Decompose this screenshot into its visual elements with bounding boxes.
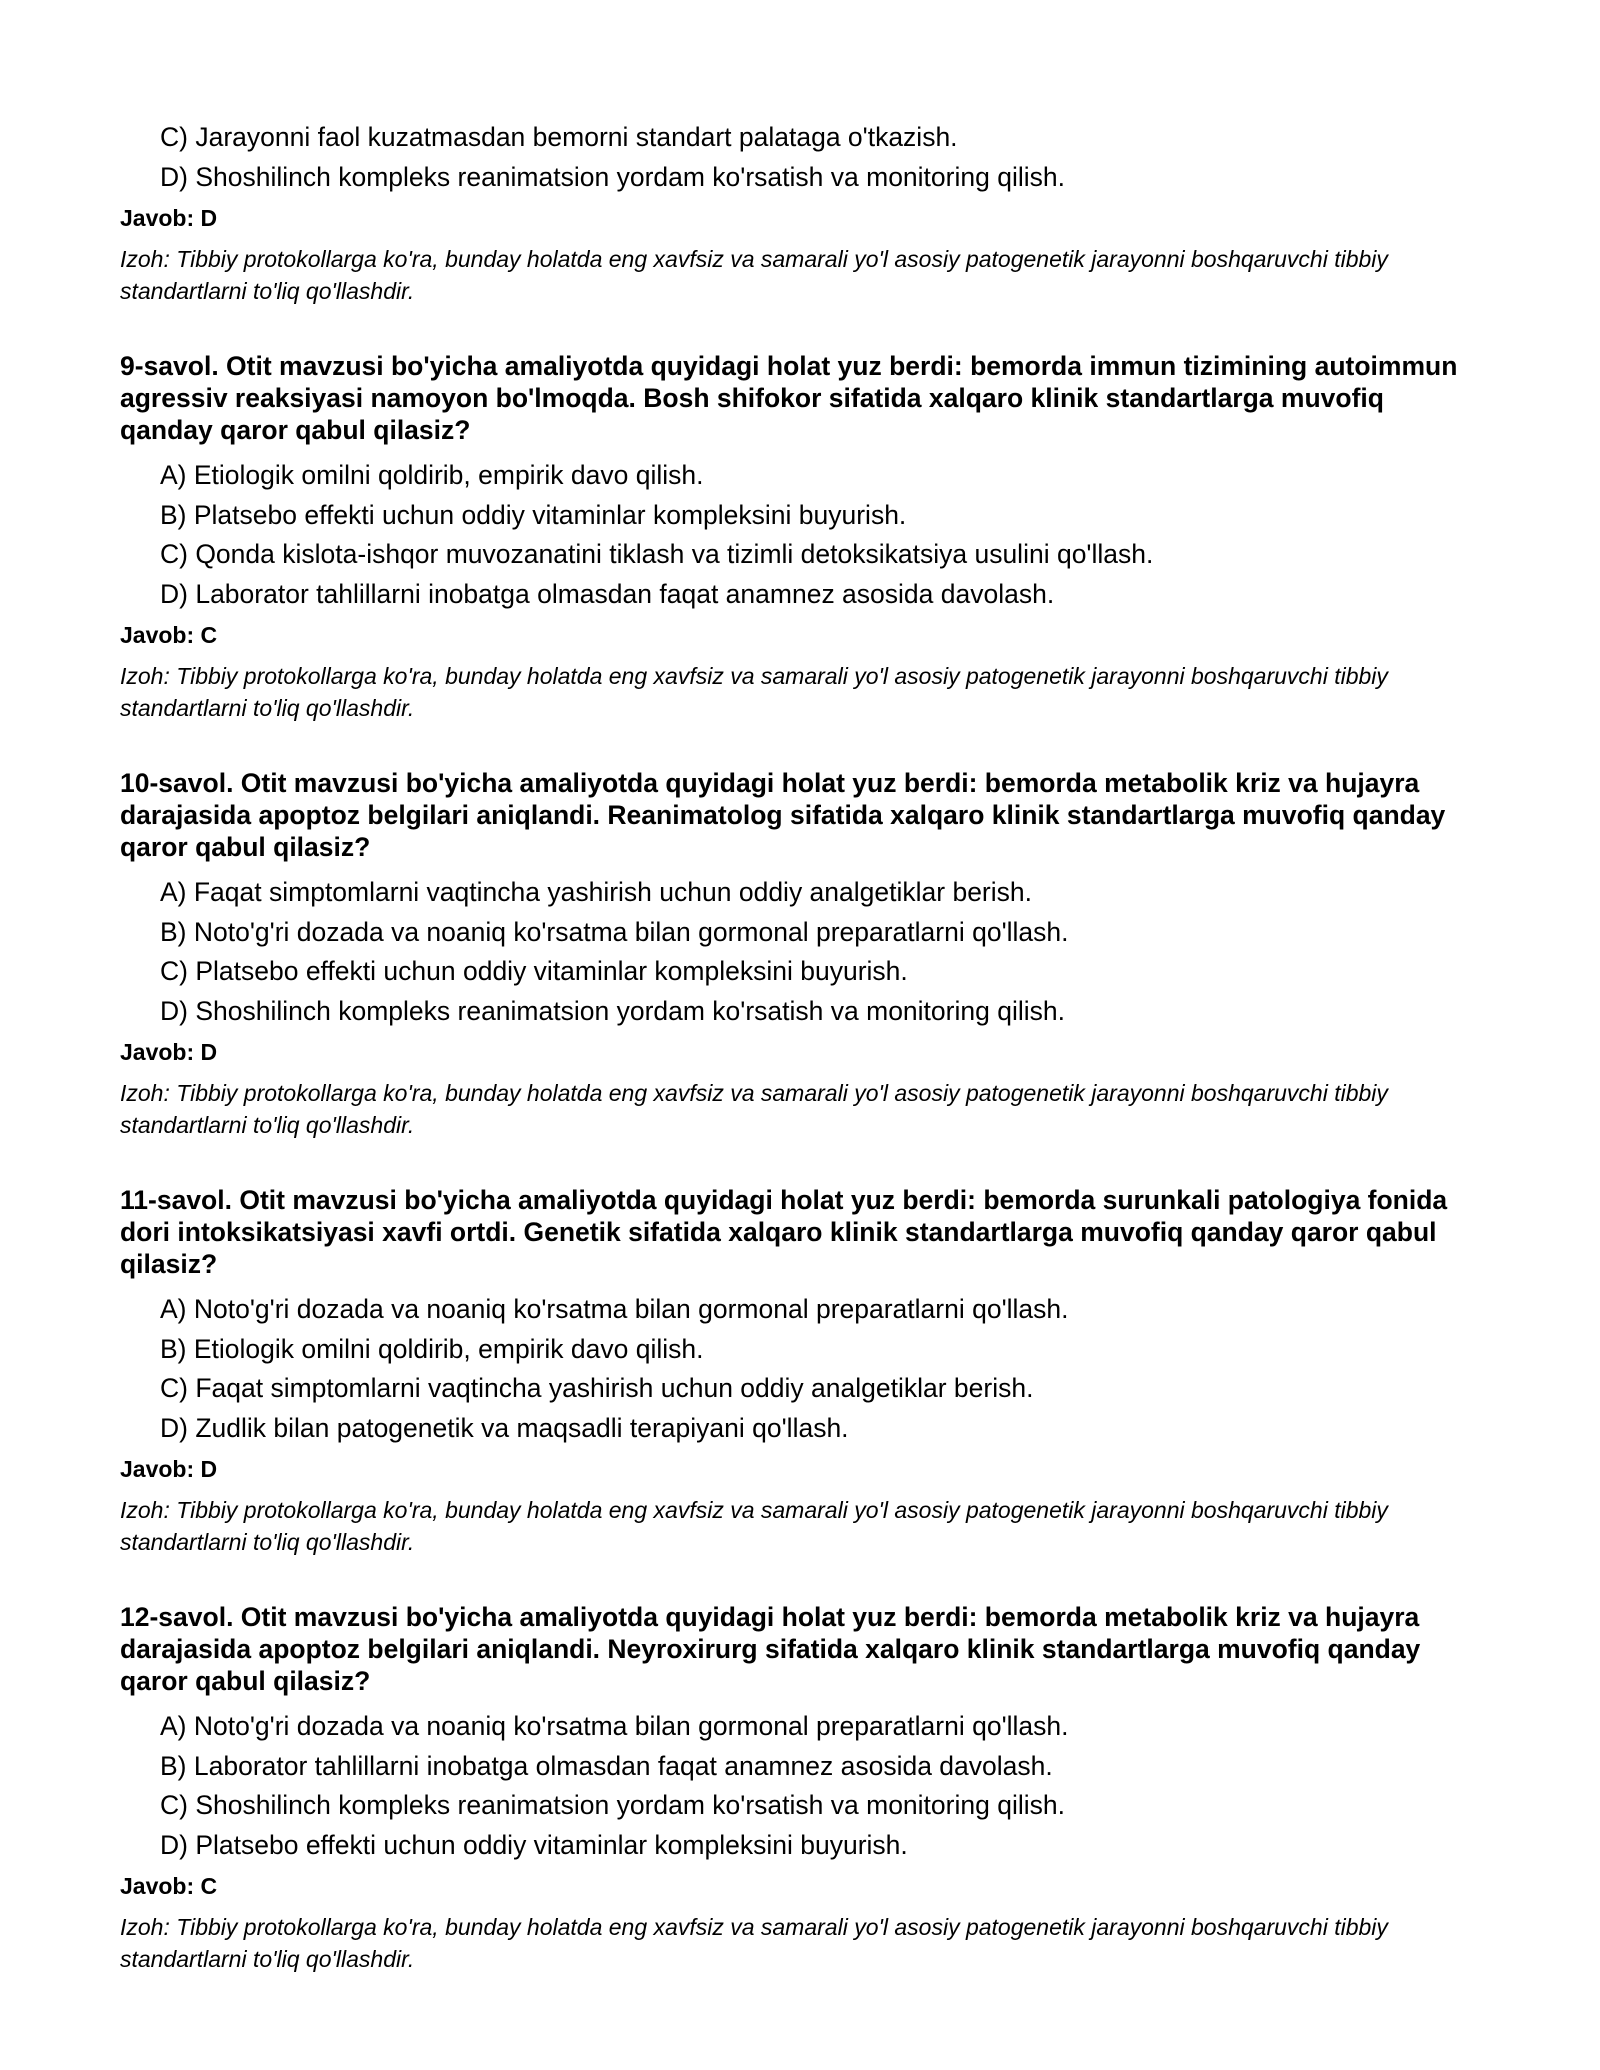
option-b: B) Platsebo effekti uchun oddiy vitaminlar kompleksini buyurish. [160,499,907,530]
answer-options [120,456,1480,614]
answer-options [120,873,1480,1031]
explanation-text: Izoh: Tibbiy protokollarga ko'ra, bunday holatda eng xavfsiz va samarali yo'l asosiy patogenetik jarayonni boshqaruvchi tibbiy standartlarni to'liq qo'llashdir. [120,1497,1388,1555]
answer-label: Javob: D [120,205,218,231]
option-d: D) Zudlik bilan patogenetik va maqsadli terapiyani qo'llash. [160,1412,849,1443]
answer-options [120,118,1480,197]
question-block-12 [120,1601,1480,1975]
option-a: A) Noto'g'ri dozada va noaniq ko'rsatma bilan gormonal preparatlarni qo'llash. [160,1711,1069,1741]
option-d: D) Laborator tahlillarni inobatga olmasdan faqat anamnez asosida davolash. [160,578,1055,609]
option-a: A) Noto'g'ri dozada va noaniq ko'rsatma bilan gormonal preparatlarni qo'llash. [160,1294,1069,1324]
explanation-text: Izoh: Tibbiy protokollarga ko'ra, bunday holatda eng xavfsiz va samarali yo'l asosiy patogenetik jarayonni boshqaruvchi tibbiy standartlarni to'liq qo'llashdir. [120,1914,1388,1972]
option-d: D) Platsebo effekti uchun oddiy vitaminlar kompleksini buyurish. [160,1829,908,1860]
answer-label: Javob: C [120,1873,218,1899]
explanation-text: Izoh: Tibbiy protokollarga ko'ra, bunday holatda eng xavfsiz va samarali yo'l asosiy patogenetik jarayonni boshqaruvchi tibbiy standartlarni to'liq qo'llashdir. [120,663,1388,721]
option-c: C) Platsebo effekti uchun oddiy vitaminlar kompleksini buyurish. [160,956,908,986]
question-block-11 [120,1184,1480,1558]
option-d: D) Shoshilinch kompleks reanimatsion yordam ko'rsatish va monitoring qilish. [160,995,1065,1026]
option-c: C) Qonda kislota-ishqor muvozanatini tiklash va tizimli detoksikatsiya usulini qo'llash. [160,539,1154,569]
document-page [120,118,1480,2018]
question-block-8-fragment [120,118,1480,307]
answer-label: Javob: C [120,622,218,648]
explanation-text: Izoh: Tibbiy protokollarga ko'ra, bunday holatda eng xavfsiz va samarali yo'l asosiy patogenetik jarayonni boshqaruvchi tibbiy standartlarni to'liq qo'llashdir. [120,246,1388,304]
option-b: B) Noto'g'ri dozada va noaniq ko'rsatma bilan gormonal preparatlarni qo'llash. [160,916,1069,947]
answer-options [120,1707,1480,1865]
option-b: B) Laborator tahlillarni inobatga olmasdan faqat anamnez asosida davolash. [160,1750,1053,1781]
question-block-9 [120,350,1480,724]
option-b: B) Etiologik omilni qoldirib, empirik davo qilish. [160,1333,704,1364]
question-block-10 [120,767,1480,1141]
option-a: A) Faqat simptomlarni vaqtincha yashirish uchun oddiy analgetiklar berish. [160,877,1032,907]
option-c: C) Shoshilinch kompleks reanimatsion yordam ko'rsatish va monitoring qilish. [160,1790,1065,1820]
question-text: 11-savol. Otit mavzusi bo'yicha amaliyotda quyidagi holat yuz berdi: bemorda surunkali patologiya fonida dori intoksikatsiyasi xavfi ortdi. Genetik sifatida xalqaro klinik standartlarga muvofiq qanday qaror qabul qilasiz? [120,1185,1448,1279]
explanation-text: Izoh: Tibbiy protokollarga ko'ra, bunday holatda eng xavfsiz va samarali yo'l asosiy patogenetik jarayonni boshqaruvchi tibbiy standartlarni to'liq qo'llashdir. [120,1080,1388,1138]
answer-label: Javob: D [120,1456,218,1482]
option-c: C) Jarayonni faol kuzatmasdan bemorni standart palataga o'tkazish. [160,122,958,152]
question-text: 10-savol. Otit mavzusi bo'yicha amaliyotda quyidagi holat yuz berdi: bemorda metabolik kriz va hujayra darajasida apoptoz belgilari aniqlandi. Reanimatolog sifatida xalqaro klinik standartlarga muvofiq qanday qaror qabul qilasiz? [120,768,1446,862]
option-c: C) Faqat simptomlarni vaqtincha yashirish uchun oddiy analgetiklar berish. [160,1373,1034,1403]
option-a: A) Etiologik omilni qoldirib, empirik davo qilish. [160,460,704,490]
question-text: 12-savol. Otit mavzusi bo'yicha amaliyotda quyidagi holat yuz berdi: bemorda metabolik kriz va hujayra darajasida apoptoz belgilari aniqlandi. Neyroxirurg sifatida xalqaro klinik standartlarga muvofiq qanday qaror qabul qilasiz? [120,1602,1421,1696]
question-text: 9-savol. Otit mavzusi bo'yicha amaliyotda quyidagi holat yuz berdi: bemorda immun tizimining autoimmun agressiv reaksiyasi namoyon bo'lmoqda. Bosh shifokor sifatida xalqaro klinik standartlarga muvofiq qanday qaror qabul qilasiz? [120,351,1458,445]
answer-options [120,1290,1480,1448]
answer-label: Javob: D [120,1039,218,1065]
option-d: D) Shoshilinch kompleks reanimatsion yordam ko'rsatish va monitoring qilish. [160,161,1065,192]
